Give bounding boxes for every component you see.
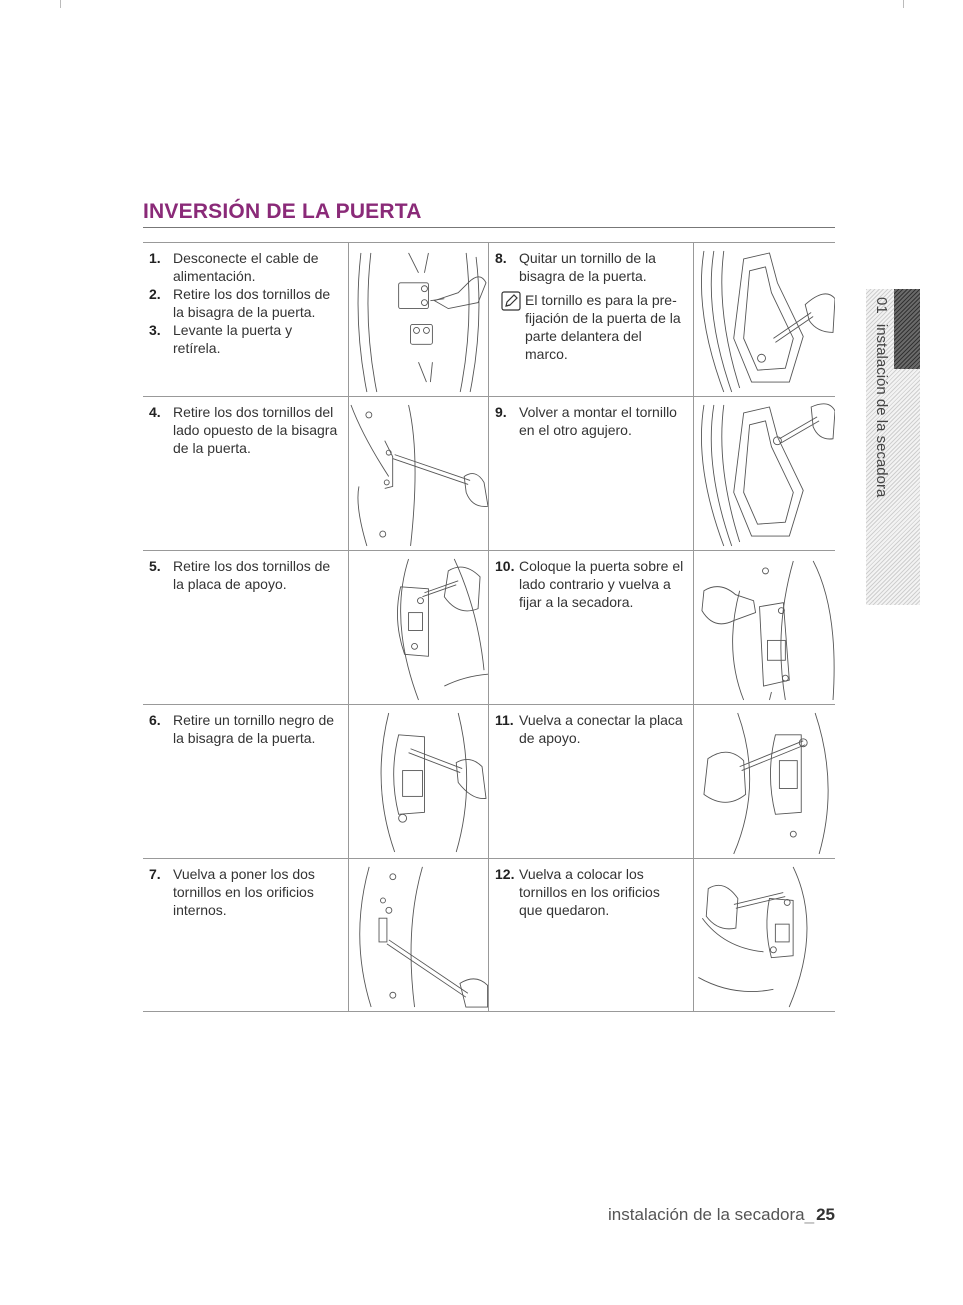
illustration-refit-door [693, 551, 835, 704]
step-row [489, 704, 835, 858]
step-number: 6. [149, 712, 161, 728]
step-item [149, 249, 342, 285]
illustration-hinge-removal [348, 243, 488, 396]
step-text [489, 551, 693, 704]
step-row [489, 242, 835, 396]
step-instruction: Vuelva a colocar los tornillos en los orificios que quedaron. [519, 866, 660, 918]
step-text [489, 397, 693, 550]
step-item [495, 711, 687, 747]
steps-grid [143, 242, 835, 1012]
step-number: 9. [495, 404, 507, 420]
step-number: 11. [495, 712, 514, 728]
step-number: 8. [495, 250, 507, 266]
step-instruction: Retire los dos tornillos de la placa de apoyo. [173, 558, 331, 592]
illustration-remaining-screws [693, 859, 835, 1011]
step-item [495, 865, 687, 919]
section-name: instalación de la secadora [873, 323, 890, 498]
footer-section: instalación de la secadora [608, 1205, 805, 1224]
step-instruction: Retire los dos tornillos de la bisagra de la puerta. [173, 286, 331, 320]
note-text: El tornillo es para la pre-fijación de la puerta de la parte delantera del marco. [525, 292, 681, 362]
section-tab-label [866, 297, 896, 517]
steps-column-left [143, 242, 488, 1012]
section-tab-marker [894, 289, 920, 369]
step-row [143, 704, 488, 858]
step-row [143, 858, 488, 1012]
step-number: 5. [149, 558, 161, 574]
illustration-opposite-hinge [348, 397, 488, 550]
step-instruction: Retire los dos tornillos del lado opuesto de la bisagra de la puerta. [173, 404, 338, 456]
step-number: 3. [149, 322, 161, 338]
step-item [149, 557, 342, 593]
page-footer [608, 1205, 835, 1225]
step-text [143, 705, 348, 858]
step-number: 4. [149, 404, 161, 420]
steps-column-right [488, 242, 835, 1012]
step-item [495, 557, 687, 611]
step-instruction: Quitar un tornillo de la bisagra de la puerta. [519, 250, 656, 284]
illustration-support-plate [348, 551, 488, 704]
page-title: INVERSIÓN DE LA PUERTA [143, 200, 422, 223]
step-instruction: Desconecte el cable de alimentación. [173, 250, 319, 284]
page-number: 25 [816, 1205, 835, 1224]
step-item [149, 865, 342, 919]
step-number: 12. [495, 866, 515, 882]
step-number: 10. [495, 558, 515, 574]
step-text [489, 705, 693, 858]
step-row [143, 242, 488, 396]
note-pencil-icon [501, 291, 521, 311]
step-instruction: Levante la puerta y retírela. [173, 322, 293, 356]
step-text [143, 243, 348, 396]
step-row [489, 858, 835, 1012]
note [495, 291, 687, 363]
step-number: 2. [149, 286, 161, 302]
step-text [489, 859, 693, 1011]
crop-mark-right [903, 0, 904, 8]
illustration-hinge-screw [693, 243, 835, 396]
step-item [149, 321, 342, 357]
title-rule [143, 227, 835, 228]
step-item [495, 249, 687, 285]
step-instruction: Vuelva a poner los dos tornillos en los orificios internos. [173, 866, 315, 918]
section-number: 01 [873, 297, 890, 314]
step-text [143, 551, 348, 704]
footer-separator: _ [804, 1205, 815, 1224]
step-row [143, 396, 488, 550]
step-item [149, 403, 342, 457]
step-row [143, 550, 488, 704]
crop-mark-left [60, 0, 61, 8]
step-text [143, 397, 348, 550]
step-instruction: Coloque la puerta sobre el lado contrario y vuelva a fijar a la secadora. [519, 558, 684, 610]
illustration-refit-screw [693, 397, 835, 550]
step-item [495, 403, 687, 439]
illustration-black-screw [348, 705, 488, 858]
step-text [489, 243, 693, 396]
step-text [143, 859, 348, 1011]
illustration-reinstall-screws [348, 859, 488, 1011]
step-item [149, 711, 342, 747]
step-instruction: Retire un tornillo negro de la bisagra de la puerta. [173, 712, 335, 746]
step-row [489, 550, 835, 704]
step-row [489, 396, 835, 550]
step-number: 1. [149, 250, 161, 266]
step-item [149, 285, 342, 321]
illustration-reconnect-plate [693, 705, 835, 858]
step-instruction: Vuelva a conectar la placa de apoyo. [519, 712, 683, 746]
step-instruction: Volver a montar el tornillo en el otro agujero. [519, 404, 677, 438]
step-number: 7. [149, 866, 161, 882]
